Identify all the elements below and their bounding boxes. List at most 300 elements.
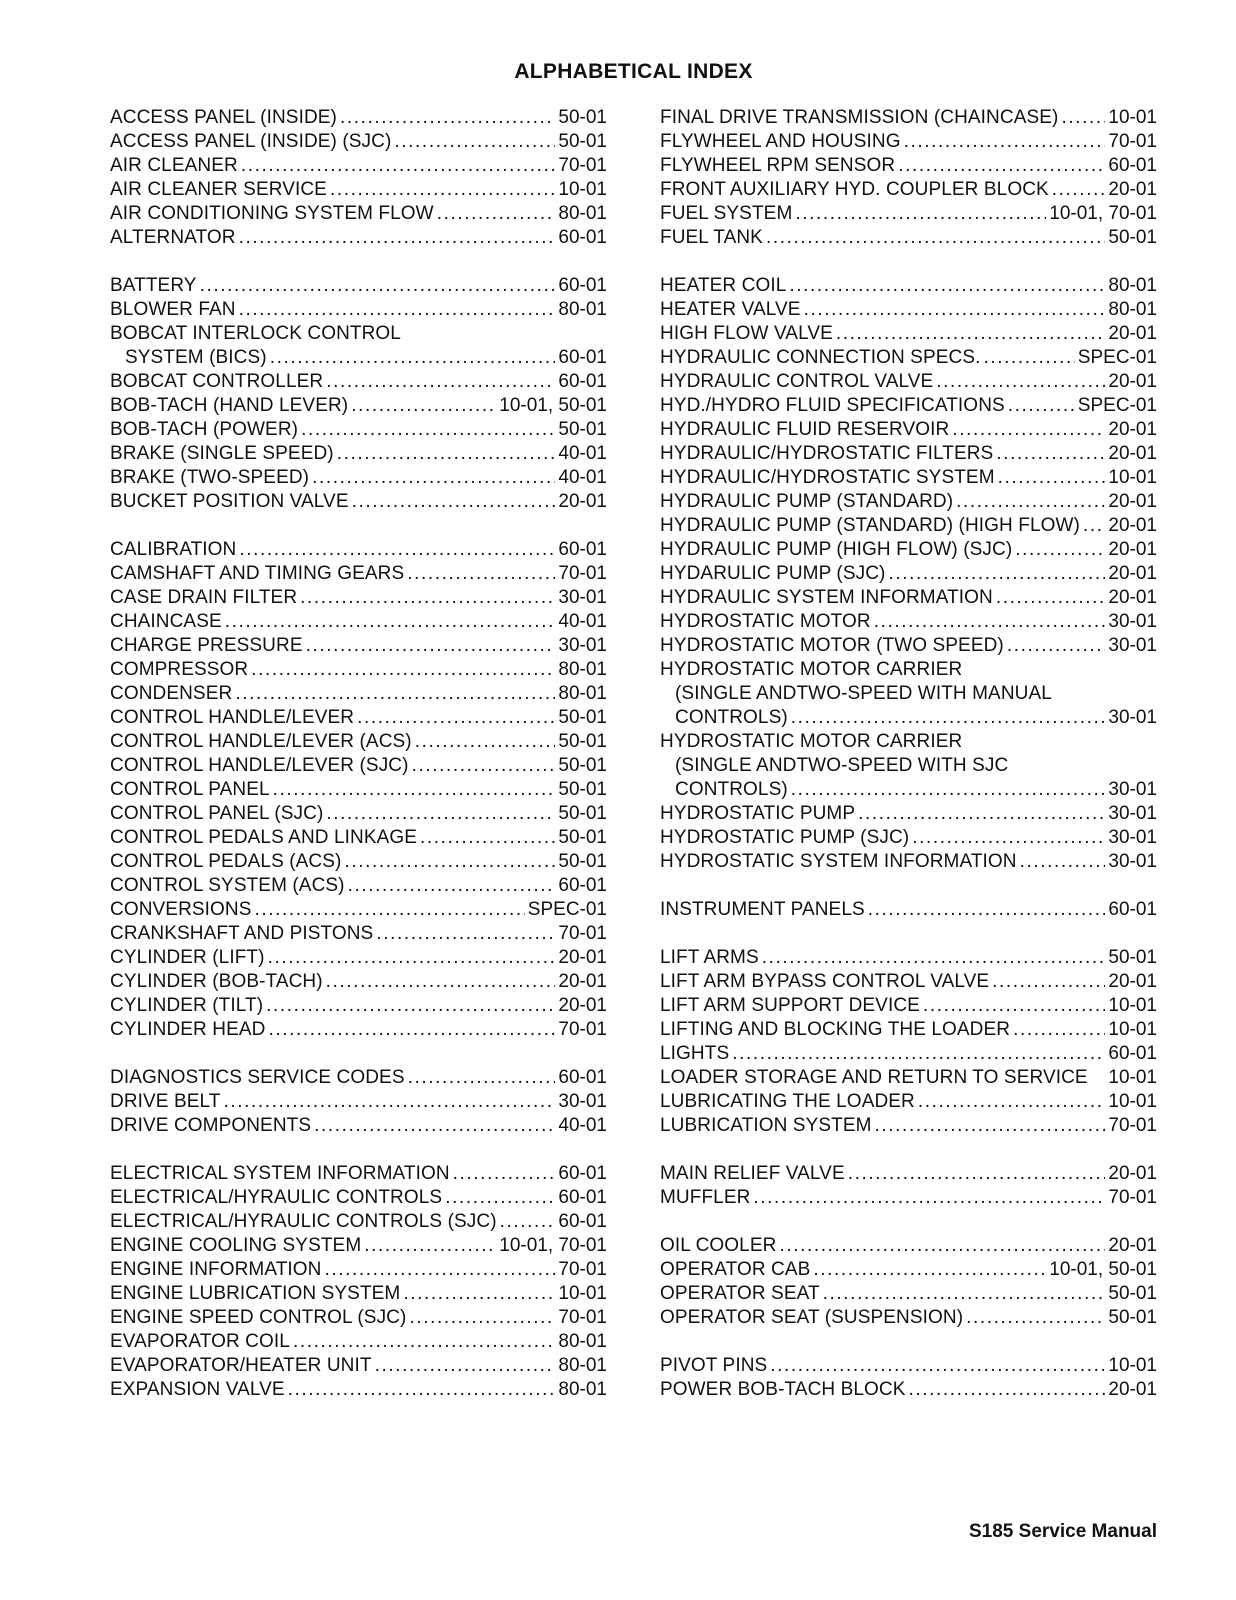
entry-page: 10-01, 70-01 [499, 1235, 607, 1256]
entry-page: 60-01 [558, 1211, 607, 1232]
entry-label: HYDROSTATIC MOTOR (TWO SPEED) [660, 635, 1004, 656]
entry-page: 80-01 [558, 659, 607, 680]
dot-leader [412, 754, 556, 778]
entry-label: CONTROL HANDLE/LEVER [110, 707, 355, 728]
dot-leader [795, 202, 1046, 226]
entry-label: LIGHTS [660, 1043, 730, 1064]
index-entry [110, 154, 607, 178]
dot-leader [791, 706, 1106, 730]
entry-page: 20-01 [1108, 419, 1157, 440]
entry-label: HYDROSTATIC MOTOR CARRIER [660, 659, 963, 680]
entry-page: 50-01 [558, 419, 607, 440]
index-entry [660, 418, 1157, 442]
entry-label: HYD./HYDRO FLUID SPECIFICATIONS [660, 395, 1005, 416]
entry-label: ACCESS PANEL (INSIDE) (SJC) [110, 131, 392, 152]
entry-label: LOADER STORAGE AND RETURN TO SERVICE [660, 1067, 1088, 1088]
dot-leader [1061, 106, 1105, 130]
dot-leader [1008, 394, 1075, 418]
entry-page: 70-01 [558, 1019, 607, 1040]
entry-label: HYDROSTATIC MOTOR [660, 611, 871, 632]
entry-page: 10-01 [558, 179, 607, 200]
entry-page: 20-01 [558, 491, 607, 512]
entry-label: HYDROSTATIC SYSTEM INFORMATION [660, 851, 1017, 872]
entry-page: 70-01 [1108, 1115, 1157, 1136]
entry-label: LIFT ARMS [660, 947, 759, 968]
entry-label: AIR CLEANER [110, 155, 238, 176]
entry-page: 70-01 [558, 1307, 607, 1328]
index-entry [660, 298, 1157, 322]
entry-label: DRIVE BELT [110, 1091, 221, 1112]
entry-page: 20-01 [558, 947, 607, 968]
entry-label: CHAINCASE [110, 611, 222, 632]
index-entry [660, 442, 1157, 466]
index-entry [110, 1282, 607, 1306]
entry-label: DIAGNOSTICS SERVICE CODES [110, 1067, 405, 1088]
entry-label: BUCKET POSITION VALVE [110, 491, 349, 512]
dot-leader [200, 274, 556, 298]
dot-leader [326, 970, 556, 994]
dot-leader [415, 730, 556, 754]
entry-label: BOB-TACH (POWER) [110, 419, 299, 440]
dot-leader [270, 346, 556, 370]
index-entry [660, 1258, 1157, 1282]
dot-leader [420, 826, 555, 850]
entry-label: FINAL DRIVE TRANSMISSION (CHAINCASE) [660, 107, 1059, 128]
index-entry [110, 634, 607, 658]
dot-leader [394, 130, 555, 154]
entry-label: FLYWHEEL AND HOUSING [660, 131, 901, 152]
entry-label: CONDENSER [110, 683, 233, 704]
index-entry [660, 706, 1157, 730]
index-entry [110, 1066, 607, 1090]
entry-page: 20-01 [1108, 539, 1157, 560]
dot-leader [239, 298, 556, 322]
index-entry [660, 610, 1157, 634]
entry-page: 50-01 [1108, 1307, 1157, 1328]
entry-page: 40-01 [558, 443, 607, 464]
entry-label: AIR CLEANER SERVICE [110, 179, 327, 200]
entry-label: CYLINDER (LIFT) [110, 947, 265, 968]
entry-page: 70-01 [558, 923, 607, 944]
index-entry [110, 1234, 607, 1258]
index-entry [110, 1258, 607, 1282]
index-entry [110, 778, 607, 802]
dot-leader [848, 1162, 1106, 1186]
index-entry [660, 1234, 1157, 1258]
entry-label: FUEL SYSTEM [660, 203, 793, 224]
entry-page: 60-01 [558, 347, 607, 368]
entry-page: 30-01 [558, 635, 607, 656]
entry-page: 70-01 [558, 563, 607, 584]
index-entry [660, 730, 1157, 754]
dot-leader [255, 898, 525, 922]
index-entry [660, 514, 1157, 538]
entry-page: 60-01 [1108, 1043, 1157, 1064]
entry-label: HYDROSTATIC PUMP (SJC) [660, 827, 910, 848]
entry-page: 20-01 [1108, 491, 1157, 512]
entry-page: SPEC-01 [1077, 347, 1157, 368]
index-entry [660, 754, 1157, 778]
entry-page: 10-01 [1108, 1019, 1157, 1040]
dot-leader [445, 1186, 555, 1210]
entry-label: EVAPORATOR COIL [110, 1331, 290, 1352]
entry-label: ACCESS PANEL (INSIDE) [110, 107, 337, 128]
entry-label: LUBRICATION SYSTEM [660, 1115, 872, 1136]
entry-label: ENGINE LUBRICATION SYSTEM [110, 1283, 401, 1304]
index-entry [660, 826, 1157, 850]
entry-label: ALTERNATOR [110, 227, 236, 248]
dot-leader [364, 1234, 496, 1258]
index-entry [110, 1186, 607, 1210]
entry-label: HYDRAULIC CONTROL VALVE [660, 371, 934, 392]
entry-page: 80-01 [1108, 275, 1157, 296]
page-title: ALPHABETICAL INDEX [514, 60, 753, 83]
dot-leader [403, 1282, 555, 1306]
dot-leader [453, 1162, 556, 1186]
index-entry [660, 1354, 1157, 1378]
entry-label: BOBCAT CONTROLLER [110, 371, 324, 392]
index-entry [110, 490, 607, 514]
dot-leader [909, 1378, 1106, 1402]
entry-page: 50-01 [558, 827, 607, 848]
entry-page: 60-01 [1108, 155, 1157, 176]
entry-page: 60-01 [558, 371, 607, 392]
index-entry [110, 610, 607, 634]
entry-label: CONTROL PEDALS AND LINKAGE [110, 827, 418, 848]
index-entry [110, 802, 607, 826]
entry-page: 20-01 [1108, 587, 1157, 608]
entry-page: 20-01 [1108, 179, 1157, 200]
entry-page: SPEC-01 [527, 899, 607, 920]
entry-page: 50-01 [558, 131, 607, 152]
entry-label: (SINGLE ANDTWO-SPEED WITH MANUAL [675, 683, 1052, 704]
entry-label: MAIN RELIEF VALVE [660, 1163, 845, 1184]
entry-page: 80-01 [558, 1379, 607, 1400]
entry-page: 50-01 [558, 779, 607, 800]
dot-leader [306, 634, 556, 658]
dot-leader [996, 442, 1105, 466]
index-block [660, 1234, 1157, 1330]
dot-leader [314, 1114, 555, 1138]
index-block [110, 538, 607, 1042]
dot-leader [330, 178, 555, 202]
dot-leader [268, 1018, 555, 1042]
index-entry [110, 178, 607, 202]
entry-page: 20-01 [1108, 563, 1157, 584]
dot-leader [340, 106, 555, 130]
entry-page: 10-01, 50-01 [499, 395, 607, 416]
dot-leader [1020, 850, 1106, 874]
entry-label: PIVOT PINS [660, 1355, 768, 1376]
entry-label: LIFT ARM BYPASS CONTROL VALVE [660, 971, 990, 992]
entry-page: 20-01 [1108, 1379, 1157, 1400]
entry-page: 50-01 [1108, 1283, 1157, 1304]
index-entry [110, 130, 607, 154]
entry-label: HYDRAULIC PUMP (STANDARD) [660, 491, 954, 512]
index-entry [660, 538, 1157, 562]
entry-label: HYDRAULIC FLUID RESERVOIR [660, 419, 950, 440]
entry-label: DRIVE COMPONENTS [110, 1115, 312, 1136]
entry-label: FRONT AUXILIARY HYD. COUPLER BLOCK [660, 179, 1049, 200]
index-entry [660, 1114, 1157, 1138]
index-entry [110, 202, 607, 226]
index-entry [110, 226, 607, 250]
dot-leader [966, 1306, 1105, 1330]
dot-leader [836, 322, 1106, 346]
entry-page: 20-01 [1108, 443, 1157, 464]
index-entry [110, 562, 607, 586]
entry-label: CONTROL PANEL [110, 779, 270, 800]
entry-page: 40-01 [558, 1115, 607, 1136]
entry-page: 70-01 [558, 155, 607, 176]
dot-leader [936, 370, 1105, 394]
dot-leader [875, 1114, 1106, 1138]
entry-page: 60-01 [558, 227, 607, 248]
entry-label: HIGH FLOW VALVE [660, 323, 833, 344]
entry-label: ELECTRICAL/HYRAULIC CONTROLS [110, 1187, 443, 1208]
entry-label: EVAPORATOR/HEATER UNIT [110, 1355, 372, 1376]
entry-label: INSTRUMENT PANELS [660, 899, 865, 920]
dot-leader [874, 610, 1106, 634]
index-entry [110, 682, 607, 706]
index-entry [660, 1378, 1157, 1402]
index-block [110, 1066, 607, 1138]
index-entry [110, 730, 607, 754]
entry-page: SPEC-01 [1077, 395, 1157, 416]
index-entry [110, 1018, 607, 1042]
entry-label: CYLINDER (BOB-TACH) [110, 971, 323, 992]
index-entry [110, 586, 607, 610]
index-entry [660, 370, 1157, 394]
entry-page: 80-01 [558, 1331, 607, 1352]
dot-leader [753, 1186, 1105, 1210]
index-entry [110, 346, 607, 370]
entry-label: BOB-TACH (HAND LEVER) [110, 395, 349, 416]
entry-label: FLYWHEEL RPM SENSOR [660, 155, 896, 176]
entry-label: OPERATOR SEAT (SUSPENSION) [660, 1307, 964, 1328]
entry-label: HYDRAULIC PUMP (STANDARD) (HIGH FLOW) [660, 515, 1080, 536]
entry-page: 20-01 [1108, 1163, 1157, 1184]
dot-leader [858, 802, 1105, 826]
entry-page: 60-01 [558, 275, 607, 296]
entry-label: CRANKSHAFT AND PISTONS [110, 923, 374, 944]
entry-page: 30-01 [1108, 707, 1157, 728]
entry-page: 30-01 [1108, 635, 1157, 656]
dot-leader [956, 490, 1105, 514]
entry-label: CALIBRATION [110, 539, 237, 560]
index-entry [110, 370, 607, 394]
index-entry [110, 1114, 607, 1138]
dot-leader [312, 466, 555, 490]
entry-page: 10-01 [1108, 1355, 1157, 1376]
entry-page: 60-01 [558, 1187, 607, 1208]
entry-label: BRAKE (TWO-SPEED) [110, 467, 310, 488]
entry-page: 50-01 [1108, 947, 1157, 968]
index-entry [110, 1330, 607, 1354]
entry-page: 20-01 [558, 971, 607, 992]
index-entry [660, 658, 1157, 682]
index-entry [110, 1378, 607, 1402]
entry-page: 50-01 [558, 803, 607, 824]
dot-leader [888, 562, 1105, 586]
entry-label: CAMSHAFT AND TIMING GEARS [110, 563, 405, 584]
index-entry [110, 1306, 607, 1330]
entry-page: 30-01 [1108, 803, 1157, 824]
entry-page: 30-01 [558, 587, 607, 608]
dot-leader [912, 826, 1105, 850]
entry-page: 20-01 [1108, 371, 1157, 392]
entry-label: LUBRICATING THE LOADER [660, 1091, 915, 1112]
index-entry [660, 1018, 1157, 1042]
index-entry [660, 130, 1157, 154]
entry-label: (SINGLE ANDTWO-SPEED WITH SJC [675, 755, 1009, 776]
index-entry [110, 994, 607, 1018]
entry-page: 20-01 [1108, 971, 1157, 992]
entry-label: ELECTRICAL/HYRAULIC CONTROLS (SJC) [110, 1211, 497, 1232]
entry-page: 50-01 [558, 755, 607, 776]
index-block [660, 1162, 1157, 1210]
entry-page: 80-01 [558, 299, 607, 320]
entry-label: AIR CONDITIONING SYSTEM FLOW [110, 203, 434, 224]
index-entry [110, 850, 607, 874]
index-entry [660, 202, 1157, 226]
index-entry [110, 538, 607, 562]
index-entry [660, 1066, 1157, 1090]
dot-leader [375, 1354, 556, 1378]
dot-leader [325, 1258, 556, 1282]
index-entry [660, 226, 1157, 250]
dot-leader [241, 154, 556, 178]
entry-label: HYDROSTATIC PUMP [660, 803, 856, 824]
entry-label: CYLINDER (TILT) [110, 995, 264, 1016]
entry-label: CONTROL HANDLE/LEVER (ACS) [110, 731, 412, 752]
entry-page: 10-01 [1108, 1091, 1157, 1112]
dot-leader [998, 466, 1106, 490]
dot-leader [766, 226, 1105, 250]
dot-leader [918, 1090, 1106, 1114]
dot-leader [762, 946, 1106, 970]
dot-leader [983, 346, 1074, 370]
entry-page: 20-01 [558, 995, 607, 1016]
entry-page: 30-01 [558, 1091, 607, 1112]
dot-leader [235, 682, 555, 706]
index-entry [110, 1210, 607, 1234]
entry-page: 10-01 [1108, 995, 1157, 1016]
entry-label: POWER BOB-TACH BLOCK [660, 1379, 906, 1400]
entry-label: HYDRAULIC/HYDROSTATIC FILTERS [660, 443, 994, 464]
entry-label: CONVERSIONS [110, 899, 252, 920]
entry-page: 80-01 [558, 683, 607, 704]
dot-leader [823, 1282, 1106, 1306]
index-column-left [110, 106, 607, 1402]
index-entry [660, 1186, 1157, 1210]
entry-label: BRAKE (SINGLE SPEED) [110, 443, 334, 464]
index-entry [660, 322, 1157, 346]
dot-leader [288, 1378, 556, 1402]
entry-label: HYDARULIC PUMP (SJC) [660, 563, 886, 584]
entry-label: ENGINE COOLING SYSTEM [110, 1235, 362, 1256]
index-entry [660, 490, 1157, 514]
dot-leader [409, 1306, 555, 1330]
entry-page: 50-01 [558, 851, 607, 872]
index-entry [660, 346, 1157, 370]
entry-page: 60-01 [558, 539, 607, 560]
index-entry [110, 706, 607, 730]
index-block [110, 1162, 607, 1402]
entry-label: CONTROL PANEL (SJC) [110, 803, 324, 824]
entry-page: 10-01 [1108, 107, 1157, 128]
dot-leader [779, 1234, 1105, 1258]
entry-page: 60-01 [1108, 899, 1157, 920]
index-entry [660, 394, 1157, 418]
entry-page: 50-01 [558, 107, 607, 128]
index-entry [660, 1162, 1157, 1186]
dot-leader [326, 802, 555, 826]
index-entry [110, 418, 607, 442]
dot-leader [266, 994, 555, 1018]
entry-label: CONTROLS) [675, 779, 788, 800]
entry-page: 20-01 [1108, 515, 1157, 536]
index-entry [110, 322, 607, 346]
dot-leader [996, 586, 1106, 610]
entry-label: SYSTEM (BICS) [125, 347, 267, 368]
index-entry [660, 634, 1157, 658]
dot-leader [898, 154, 1105, 178]
entry-label: COMPRESSOR [110, 659, 249, 680]
index-entry [660, 1090, 1157, 1114]
entry-page: 80-01 [558, 1355, 607, 1376]
entry-label: CONTROLS) [675, 707, 788, 728]
index-entry [110, 898, 607, 922]
dot-leader [352, 490, 556, 514]
dot-leader [789, 274, 1105, 298]
index-entry [660, 994, 1157, 1018]
index-entry [110, 826, 607, 850]
entry-label: CHARGE PRESSURE [110, 635, 303, 656]
entry-label: ELECTRICAL SYSTEM INFORMATION [110, 1163, 450, 1184]
index-entry [660, 154, 1157, 178]
index-column-right [660, 106, 1157, 1402]
entry-label: HEATER COIL [660, 275, 787, 296]
entry-label: CONTROL HANDLE/LEVER (SJC) [110, 755, 409, 776]
entry-label: BOBCAT INTERLOCK CONTROL [110, 323, 401, 344]
entry-label: HYDRAULIC PUMP (HIGH FLOW) (SJC) [660, 539, 1013, 560]
index-entry [660, 274, 1157, 298]
dot-leader [223, 1090, 555, 1114]
dot-leader [791, 778, 1106, 802]
entry-label: OPERATOR SEAT [660, 1283, 820, 1304]
dot-leader [326, 370, 555, 394]
entry-label: BATTERY [110, 275, 197, 296]
index-entry [660, 1042, 1157, 1066]
entry-page: 50-01 [1108, 227, 1157, 248]
dot-leader [408, 1066, 556, 1090]
index-entry [110, 298, 607, 322]
dot-leader [357, 706, 555, 730]
entry-label: HEATER VALVE [660, 299, 801, 320]
dot-leader [351, 394, 496, 418]
entry-page: 80-01 [558, 203, 607, 224]
entry-label: OIL COOLER [660, 1235, 777, 1256]
index-entry [110, 874, 607, 898]
index-entry [660, 466, 1157, 490]
index-block [660, 898, 1157, 922]
index-entry [660, 682, 1157, 706]
entry-label: ENGINE INFORMATION [110, 1259, 322, 1280]
index-block [110, 106, 607, 250]
dot-leader [868, 898, 1106, 922]
entry-page: 20-01 [1108, 1235, 1157, 1256]
